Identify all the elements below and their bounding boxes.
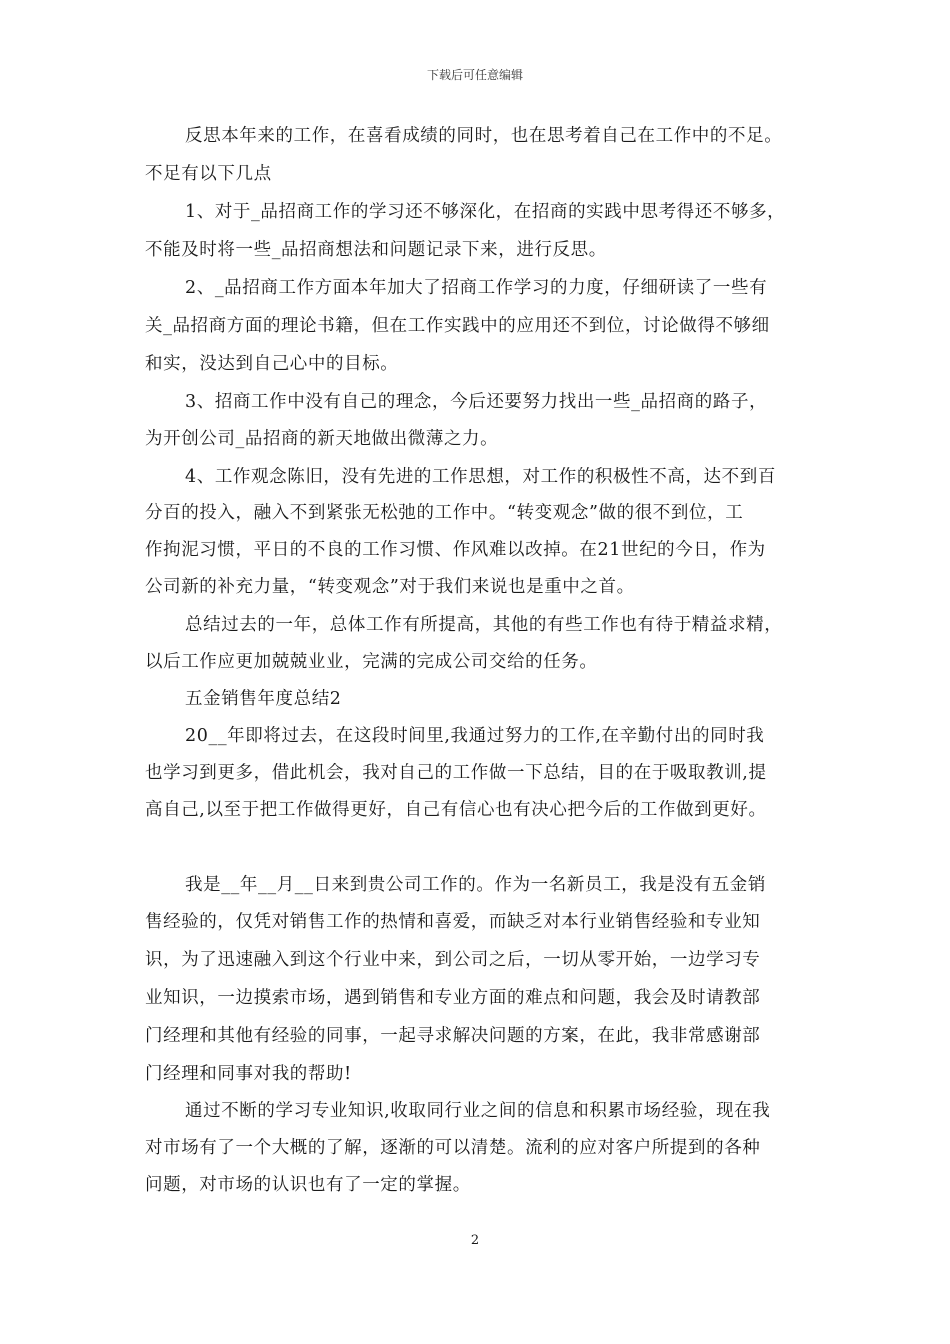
body-line: 业知识，一边摸索市场，遇到销售和专业方面的难点和问题，我会及时请教部 bbox=[145, 988, 761, 1008]
body-line: 4、工作观念陈旧，没有先进的工作思想，对工作的积极性不高，达不到百 bbox=[185, 467, 776, 487]
body-line: 对市场有了一个大概的了解，逐渐的可以清楚。流利的应对客户所提到的各种 bbox=[145, 1138, 761, 1158]
body-line: 识，为了迅速融入到这个行业中来，到公司之后，一切从零开始，一边学习专 bbox=[145, 950, 761, 970]
body-line: 作拘泥习惯，平日的不良的工作习惯、作风难以改掉。在21世纪的今日，作为 bbox=[145, 540, 766, 560]
body-line: 3、招商工作中没有自己的理念，今后还要努力找出一些_品招商的路子， bbox=[185, 392, 768, 412]
body-line: 高自己,以至于把工作做得更好，自己有信心也有决心把今后的工作做到更好。 bbox=[145, 800, 767, 820]
body-line: 售经验的，仅凭对销售工作的热情和喜爱，而缺乏对本行业销售经验和专业知 bbox=[145, 912, 761, 932]
body-line: 问题，对市场的认识也有了一定的掌握。 bbox=[145, 1175, 471, 1195]
body-line: 关_品招商方面的理论书籍，但在工作实践中的应用还不到位，讨论做得不够细 bbox=[145, 316, 770, 336]
body-line: 我是__年__月__日来到贵公司工作的。作为一名新员工，我是没有五金销 bbox=[185, 875, 766, 895]
body-line: 不能及时将一些_品招商想法和问题记录下来，进行反思。 bbox=[145, 240, 607, 260]
body-line: 也学习到更多，借此机会，我对自己的工作做一下总结，目的在于吸取教训,提 bbox=[145, 763, 767, 783]
section-heading: 五金销售年度总结2 bbox=[185, 689, 342, 709]
body-line: 以后工作应更加兢兢业业，完满的完成公司交给的任务。 bbox=[145, 652, 598, 672]
body-line: 门经理和同事对我的帮助! bbox=[145, 1064, 352, 1084]
body-line: 门经理和其他有经验的同事，一起寻求解决问题的方案，在此，我非常感谢部 bbox=[145, 1026, 761, 1046]
body-line: 不足有以下几点 bbox=[145, 164, 272, 184]
body-line: 1、对于_品招商工作的学习还不够深化，在招商的实践中思考得还不够多， bbox=[185, 202, 786, 222]
body-line: 通过不断的学习专业知识,收取同行业之间的信息和积累市场经验，现在我 bbox=[185, 1101, 771, 1121]
body-line: 20__年即将过去，在这段时间里,我通过努力的工作,在辛勤付出的同时我 bbox=[185, 726, 765, 746]
body-line: 反思本年来的工作，在喜看成绩的同时，也在思考着自己在工作中的不足。 bbox=[185, 126, 783, 146]
body-line: 公司新的补充力量，“转变观念”对于我们来说也是重中之首。 bbox=[145, 577, 635, 597]
body-line: 为开创公司_品招商的新天地做出微薄之力。 bbox=[145, 429, 499, 449]
body-line: 和实，没达到自己心中的目标。 bbox=[145, 354, 399, 374]
page-number: 2 bbox=[470, 1233, 480, 1248]
body-line: 分百的投入，融入不到紧张无松弛的工作中。“转变观念”做的很不到位，工 bbox=[145, 503, 744, 523]
body-line: 2、_品招商工作方面本年加大了招商工作学习的力度，仔细研读了一些有 bbox=[185, 278, 768, 298]
page-header-note: 下载后可任意编辑 bbox=[426, 68, 523, 82]
body-line: 总结过去的一年，总体工作有所提高，其他的有些工作也有待于精益求精， bbox=[185, 615, 783, 635]
